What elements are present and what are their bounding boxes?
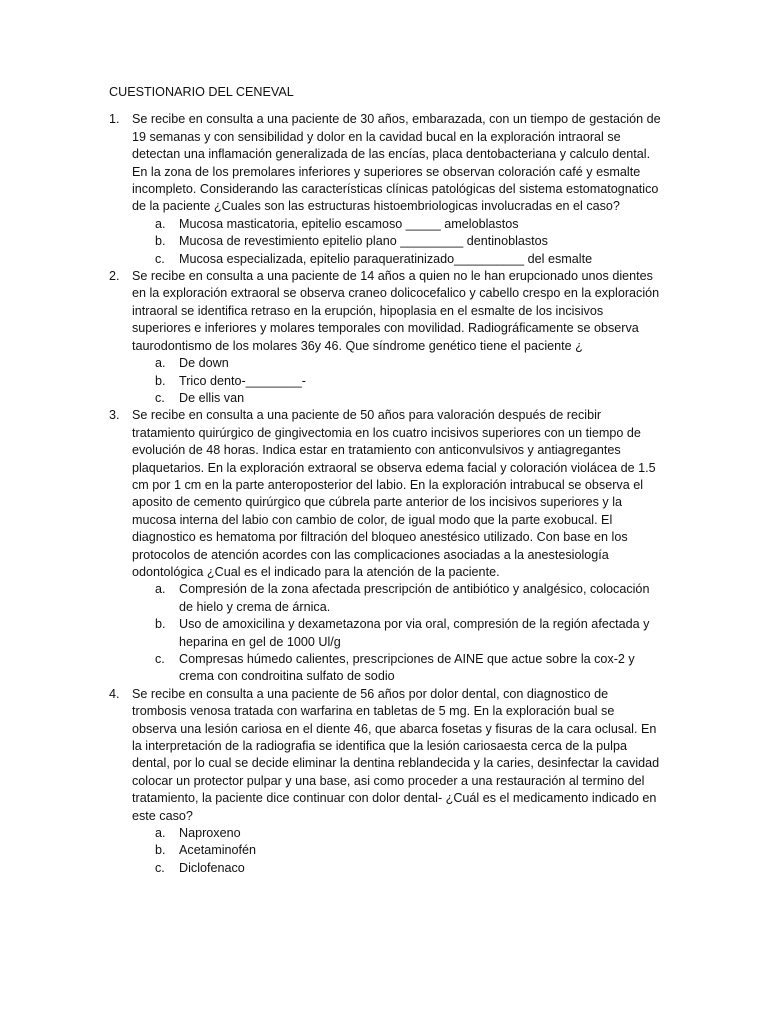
document-page bbox=[109, 84, 661, 877]
question-4 bbox=[109, 686, 661, 877]
option-letter: b. bbox=[155, 843, 166, 858]
option-letter: b. bbox=[155, 373, 166, 388]
question-text: Se recibe en consulta a una paciente de 30 años, embarazada, con un tiempo de gestación de 19 semanas y con sensibilidad y dolor en la cavidad bucal en la exploración intraoral se detectan una inflamación generalizada de las encías, placa dentobacteriana y calculo dental. En la zona de los premolares inferiores y superiores se observan coloración café y esmalte incompleto. Considerando las características clínicas patológicas del sistema estomatognatico de la paciente ¿Cuales son las estructuras histoembriologicas involucradas en el caso? bbox=[132, 112, 661, 214]
option-list bbox=[132, 355, 661, 407]
question-number: 3. bbox=[109, 408, 120, 423]
option-a bbox=[155, 581, 661, 616]
option-b bbox=[155, 842, 661, 859]
question-number: 4. bbox=[109, 686, 120, 701]
question-text: Se recibe en consulta a una paciente de 56 años por dolor dental, con diagnostico de trombosis venosa tratada con warfarina en tabletas de 5 mg. En la exploración bual se observa una lesión cariosa en el diente 46, que abarca fosetas y fisuras de la cara oclusal. En la interpretación de la radiografia se identifica que la lesión cariosaesta cerca de la pulpa dental, por lo cual se decide eliminar la dentina reblandecida y la caries, desinfectar la cavidad colocar un protector pulpar y una base, asi como proceder a una restauración al termino del tratamiento, la paciente dice continuar con dolor dental- ¿Cuál es el medicamento indicado en este caso? bbox=[132, 686, 660, 823]
option-list bbox=[132, 825, 661, 877]
option-letter: a. bbox=[155, 826, 166, 841]
option-text: De ellis van bbox=[179, 390, 245, 405]
option-text: Mucosa masticatoria, epitelio escamoso _____ ameloblastos bbox=[179, 216, 519, 231]
option-text: Compresas húmedo calientes, prescripciones de AINE que actue sobre la cox-2 y crema con condroitina sulfato de sodio bbox=[179, 652, 635, 684]
question-1 bbox=[109, 111, 661, 268]
document-title: CUESTIONARIO DEL CENEVAL bbox=[109, 85, 294, 99]
option-letter: a. bbox=[155, 216, 166, 231]
option-text: Diclofenaco bbox=[179, 860, 245, 875]
question-text: Se recibe en consulta a una paciente de 14 años a quien no le han erupcionado unos dientes en la exploración extraoral se observa craneo dolicocefalico y cabello crespo en la exploración intraoral se identifica retraso en la erupción, hipoplasia en el esmalte de los incisivos superiores e inferiores y molares temporales con movilidad. Radiográficamente se observa taurodontismo de los molares 36y 46. Que síndrome genético tiene el paciente ¿ bbox=[132, 269, 660, 353]
option-text: Compresión de la zona afectada prescripción de antibiótico y analgésico, colocación de hielo y crema de árnica. bbox=[179, 582, 650, 614]
option-text: Uso de amoxicilina y dexametazona por via oral, compresión de la región afectada y heparina en gel de 1000 Ul/g bbox=[179, 617, 650, 649]
option-text: De down bbox=[179, 356, 229, 371]
option-letter: c. bbox=[155, 251, 165, 266]
option-a bbox=[155, 216, 661, 233]
option-letter: c. bbox=[155, 860, 165, 875]
option-a bbox=[155, 355, 661, 372]
option-c bbox=[155, 251, 661, 268]
option-c bbox=[155, 390, 661, 407]
option-c bbox=[155, 860, 661, 877]
question-number: 1. bbox=[109, 112, 120, 127]
option-text: Trico dento-________- bbox=[179, 373, 306, 388]
question-text: Se recibe en consulta a una paciente de 50 años para valoración después de recibir tratamiento quirúrgico de gingivectomia en los cuatro incisivos superiores con un tiempo de evolución de 48 horas. Indica estar en tratamiento con anticonvulsivos y antiagregantes plaquetarios. En la exploración extraoral se observa edema facial y coloración violácea de 1.5 cm por 1 cm en la parte anteroposterior del labio. En la exploración intrabucal se observa el aposito de cemento quirúrgico que cúbrela parte anterior de los incisivos superiores y la mucosa interna del labio con cambio de color, de igual modo que la parte exobucal. El diagnostico es hematoma por filtración del bloqueo anestésico utilizado. Con base en los protocolos de atención acordes con las complicaciones asociadas a la anestesiología odontológica ¿Cual es el indicado para la atención de la paciente. bbox=[132, 408, 656, 579]
option-letter: c. bbox=[155, 390, 165, 405]
option-b bbox=[155, 373, 661, 390]
option-text: Acetaminofén bbox=[179, 843, 257, 858]
option-text: Naproxeno bbox=[179, 826, 241, 841]
question-number: 2. bbox=[109, 269, 120, 284]
option-b bbox=[155, 233, 661, 250]
option-letter: b. bbox=[155, 617, 166, 632]
option-letter: a. bbox=[155, 582, 166, 597]
question-2 bbox=[109, 268, 661, 407]
option-list bbox=[132, 216, 661, 268]
option-c bbox=[155, 651, 661, 686]
option-letter: b. bbox=[155, 234, 166, 249]
question-3 bbox=[109, 407, 661, 686]
option-text: Mucosa especializada, epitelio paraqueratinizado__________ del esmalte bbox=[179, 251, 593, 266]
option-letter: a. bbox=[155, 356, 166, 371]
option-a bbox=[155, 825, 661, 842]
option-text: Mucosa de revestimiento epitelio plano _________ dentinoblastos bbox=[179, 234, 548, 249]
option-list bbox=[132, 581, 661, 685]
option-b bbox=[155, 616, 661, 651]
option-letter: c. bbox=[155, 652, 165, 666]
